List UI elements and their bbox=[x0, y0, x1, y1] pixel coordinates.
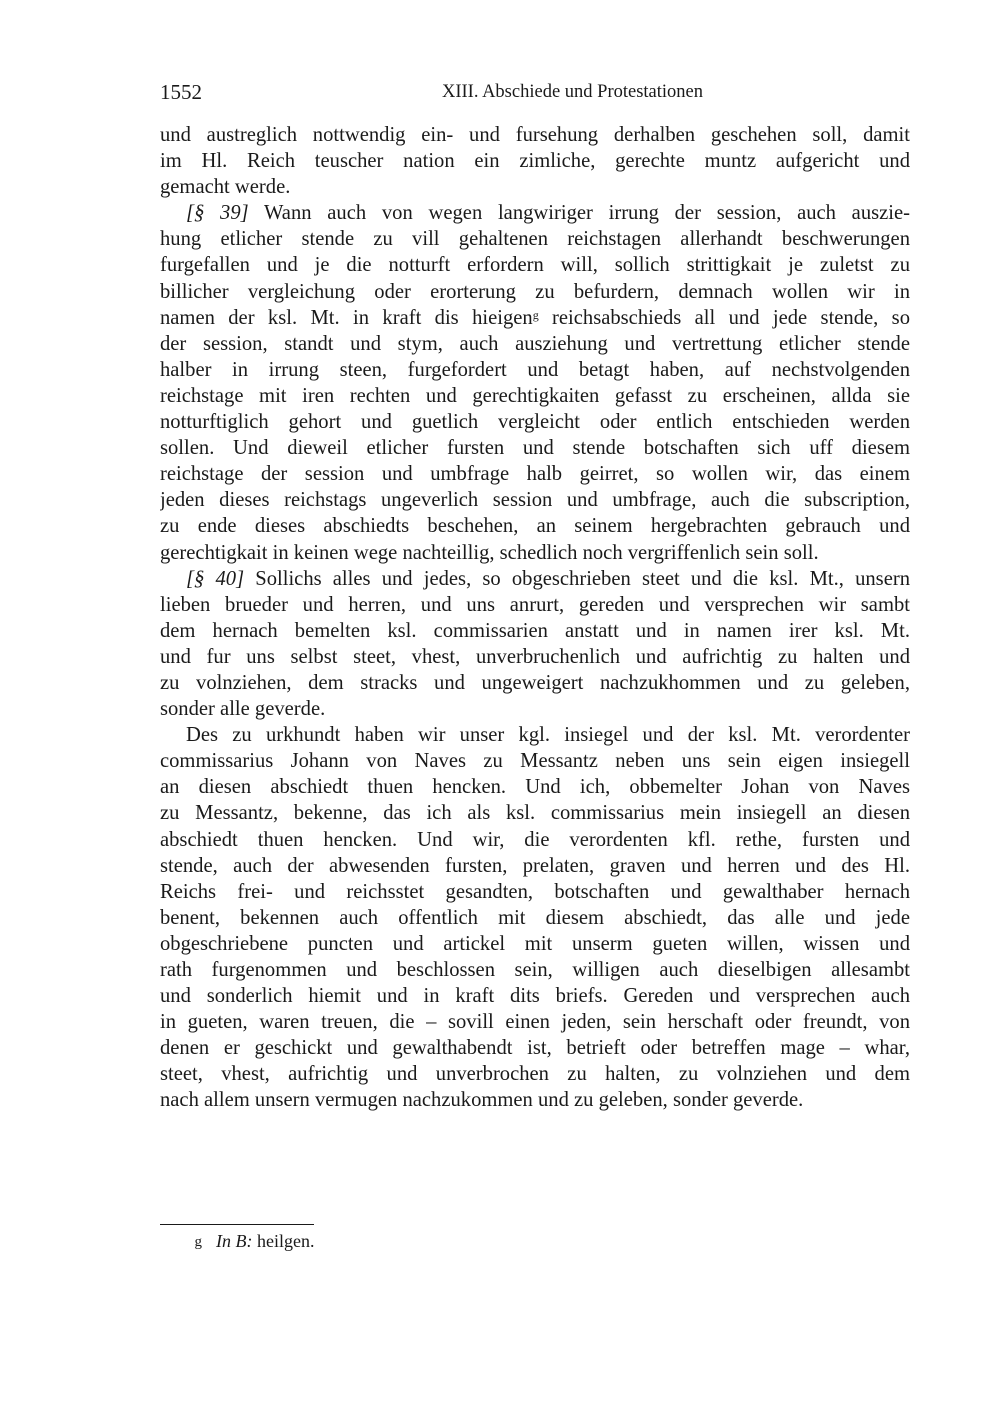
text-line bbox=[160, 827, 910, 853]
line-text: obgeschriebene puncten und artickel mit unserm gueten willen, wissen und bbox=[160, 932, 910, 955]
line-text: commissarius Johann von Naves zu Messantz neben uns sein eigen insiegell bbox=[160, 750, 910, 773]
text-line bbox=[160, 200, 910, 226]
text-line bbox=[160, 957, 910, 983]
text-line bbox=[160, 1035, 910, 1061]
line-text: billicher vergleichung oder erorterung zu befurdern, demnach wollen wir in bbox=[160, 280, 910, 303]
text-line bbox=[160, 148, 910, 174]
line-text: an diesen abschiedt thuen hencken. Und ich, obbemelter Johan von Naves bbox=[160, 776, 910, 799]
text-line bbox=[160, 566, 910, 592]
line-text: und austreglich nottwendig ein- und fursehung derhalben geschehen soll, damit bbox=[160, 124, 910, 146]
line-text: sollen. Und dieweil etlicher fursten und stende botschaften sich uff diesem bbox=[160, 437, 910, 460]
text-line bbox=[160, 331, 910, 357]
text-line bbox=[160, 409, 910, 435]
line-text: hung etlicher stende zu vill gehaltenen reichstagen allerhandt beschwerungen bbox=[160, 228, 910, 251]
line-text: zu volnziehen, dem stracks und ungeweigert nachzukhommen und zu geleben, bbox=[160, 671, 910, 694]
line-text: der session, standt und stym, auch ausziehung und vertrettung etlicher stende bbox=[160, 332, 910, 355]
line-text: halber in irrung steen, furgefordert und betagt haben, auf nechstvolgenden bbox=[160, 358, 910, 381]
text-line bbox=[160, 1087, 910, 1113]
line-text: zu ende dieses abschiedts beschehen, an seinem hergebrachten gebrauch und bbox=[160, 515, 910, 538]
line-text: reichsabschieds all und jede stende, so bbox=[538, 306, 910, 329]
footnote-mark: g bbox=[194, 1234, 202, 1250]
text-line bbox=[160, 1009, 910, 1035]
page-header bbox=[160, 80, 910, 106]
line-text: furgefallen und je die notturft erfordern will, sollich strittigkait je zuletst zu bbox=[160, 254, 910, 277]
text-line bbox=[160, 592, 910, 618]
body-text bbox=[160, 122, 910, 1114]
text-line bbox=[160, 905, 910, 931]
text-line bbox=[160, 879, 910, 905]
text-line bbox=[160, 226, 910, 252]
line-text: Wann auch von wegen langwiriger irrung der session, auch auszie- bbox=[248, 202, 910, 225]
line-text: steet, vhest, aufrichtig und unverbrochen zu halten, zu volnziehen und dem bbox=[160, 1063, 910, 1086]
line-text: zu Messantz, bekenne, das ich als ksl. commissarius mein insiegell an diesen bbox=[160, 802, 910, 825]
text-line bbox=[160, 487, 910, 513]
line-text: in gueten, waren treuen, die – sovill einen jeden, sein herschaft oder freundt, von bbox=[160, 1011, 910, 1034]
line-text: und sonderlich hiemit und in kraft dits briefs. Gereden und versprechen auch bbox=[160, 985, 910, 1008]
line-text: Reichs frei- und reichsstet gesandten, botschaften und gewalthaber hernach bbox=[160, 880, 910, 903]
text-line bbox=[160, 252, 910, 278]
text-line bbox=[160, 983, 910, 1009]
text-line bbox=[160, 748, 910, 774]
line-text: nach allem unsern vermugen nachzukommen und zu geleben, sonder geverde. bbox=[160, 1089, 804, 1112]
line-text: benent, bekennen auch offentlich mit diesem abschiedt, das alle und jede bbox=[160, 906, 910, 929]
text-line bbox=[160, 357, 910, 383]
line-text: reichstage der session und umbfrage halb geirret, so wollen wir, das einem bbox=[160, 463, 910, 486]
text-line bbox=[160, 696, 910, 722]
section-marker: [§ 40] bbox=[186, 567, 245, 590]
text-line bbox=[160, 279, 910, 305]
line-text: denen er geschickt und gewalthabendt ist, betrieft oder betreffen mage – whar, bbox=[160, 1037, 910, 1060]
text-line bbox=[160, 1061, 910, 1087]
text-line bbox=[160, 774, 910, 800]
footnote-separator bbox=[160, 1224, 314, 1225]
line-text: rath furgenommen und beschlossen sein, willigen auch dieselbigen allesambt bbox=[160, 959, 910, 981]
line-text: stende, auch der abwesenden fursten, prelaten, graven und herren und des Hl. bbox=[160, 854, 910, 877]
text-line bbox=[160, 618, 910, 644]
text-line bbox=[160, 722, 910, 748]
text-line bbox=[160, 644, 910, 670]
line-text: namen der ksl. Mt. in kraft dis hieigen bbox=[160, 306, 533, 329]
line-text: sonder alle geverde. bbox=[160, 698, 326, 721]
line-text: reichstage mit iren rechten und gerechtigkaiten gefasst zu erscheinen, allda sie bbox=[160, 384, 910, 407]
section-marker: [§ 39] bbox=[186, 202, 249, 225]
line-text: abschiedt thuen hencken. Und wir, die verordenten kfl. rethe, fursten und bbox=[160, 828, 910, 851]
text-line bbox=[160, 513, 910, 539]
text-line bbox=[160, 853, 910, 879]
line-text: Des zu urkhundt haben wir unser kgl. insiegel und der ksl. Mt. verordenter bbox=[186, 724, 910, 747]
footnote-text: heilgen. bbox=[252, 1231, 315, 1251]
line-text: und fur uns selbst steet, vhest, unverbruchenlich und aufrichtig zu halten und bbox=[160, 645, 910, 668]
running-title: XIII. Abschiede und Protestationen bbox=[442, 82, 703, 102]
line-text: lieben brueder und herren, und uns anrurt, gereden und versprechen wir sambt bbox=[160, 593, 910, 616]
text-line bbox=[160, 800, 910, 826]
text-line bbox=[160, 174, 910, 200]
line-text: gemacht werde. bbox=[160, 176, 291, 199]
line-text: jeden dieses reichstags ungeverlich session und umbfrage, auch die subscription, bbox=[160, 489, 910, 512]
text-line bbox=[160, 383, 910, 409]
text-line bbox=[160, 670, 910, 696]
line-text: dem hernach bemelten ksl. commissarien anstatt und in namen irer ksl. Mt. bbox=[160, 619, 910, 642]
line-text: im Hl. Reich teuscher nation ein zimliche, gerechte muntz aufgericht und bbox=[160, 150, 910, 173]
text-line bbox=[160, 435, 910, 461]
line-text: gerechtigkait in keinen wege nachteillig, schedlich noch vergriffenlich sein soll. bbox=[160, 541, 819, 564]
footnote-siglum: In B: bbox=[216, 1231, 253, 1251]
text-line bbox=[160, 461, 910, 487]
text-line bbox=[160, 122, 910, 148]
text-line bbox=[160, 305, 910, 331]
text-line bbox=[160, 540, 910, 566]
page-number: 1552 bbox=[160, 80, 202, 104]
line-text: Sollichs alles und jedes, so obgeschrieben steet und die ksl. Mt., unsern bbox=[244, 567, 910, 590]
line-text: notturftiglich gehort und guetlich vergleicht oder entlich entschieden werden bbox=[160, 411, 910, 434]
footnote-g bbox=[160, 1229, 314, 1254]
text-line bbox=[160, 931, 910, 957]
footnote-reference[interactable]: g bbox=[532, 307, 539, 322]
